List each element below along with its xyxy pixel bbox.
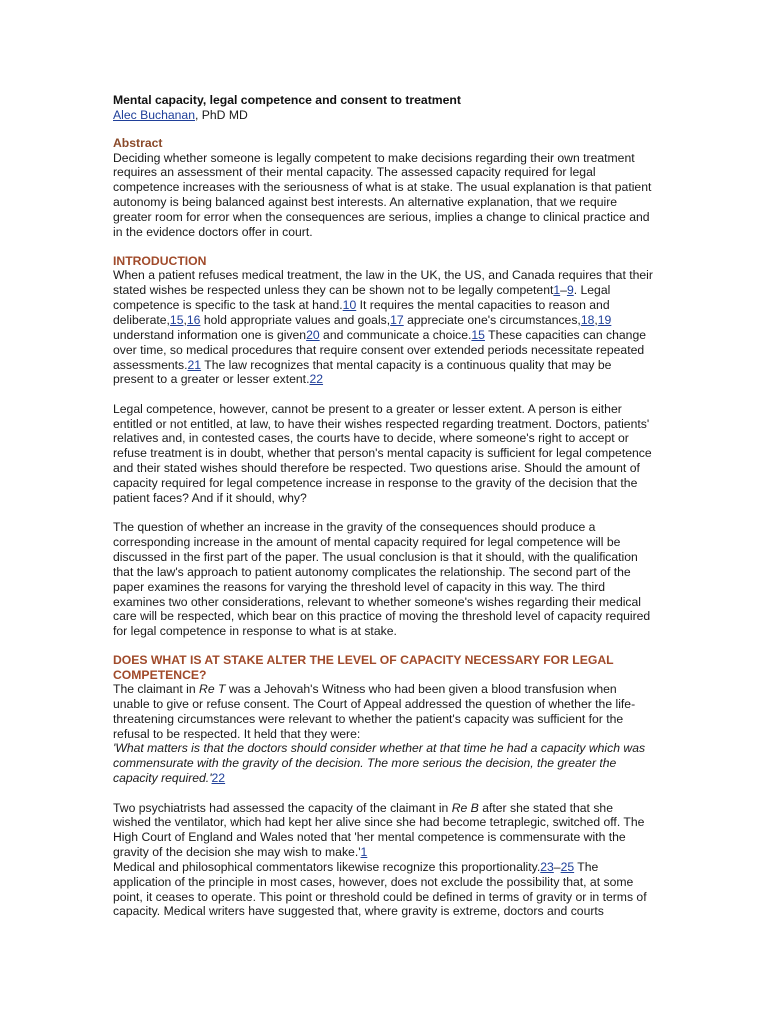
text-run: It requires the mental capacities to reason and deliberate, xyxy=(113,298,610,327)
text-run: When a patient refuses medical treatment, the law in the UK, the US, and Canada requires that their stated wishes be respected unless they can be shown not to be legally competent xyxy=(113,268,653,298)
text-run: These capacities can change over time, so medical procedures that require consent over extended periods necessitate repeated assessments. xyxy=(113,327,646,372)
text-run: The application of the principle in most cases, however, does not exclude the possibility that, at some point, it ceases to operate. This point or threshold could be defined in terms of gravity or in terms of capacity. Medical writers have suggested that, where gravity is extreme, doctors and courts xyxy=(113,859,647,919)
text-run: was a Jehovah's Witness who had been given a blood transfusion when unable to give or refuse consent. The Court of Appeal addressed the question of whether the life-threatening circumstances were relevant to whether the patient's capacity was sufficient for the refusal to be respected. It held that they were: xyxy=(113,682,636,741)
introduction-heading: INTRODUCTION xyxy=(113,253,207,268)
reference-link[interactable]: 22 xyxy=(211,771,226,786)
section2-paragraph-1 xyxy=(113,682,653,741)
text-run: – xyxy=(560,283,567,298)
section-heading-stakes: DOES WHAT IS AT STAKE ALTER THE LEVEL OF CAPACITY NECESSARY FOR LEGAL COMPETENCE? xyxy=(113,653,614,682)
text-run: , xyxy=(594,312,598,327)
introduction-paragraph-1 xyxy=(113,268,653,387)
text-run: . Legal competence is specific to the task at hand. xyxy=(113,283,611,313)
article-body xyxy=(113,93,653,919)
author-link[interactable]: Alec Buchanan xyxy=(113,107,195,122)
reference-link[interactable]: 19 xyxy=(597,312,612,327)
author-line xyxy=(113,108,653,123)
reference-link[interactable]: 10 xyxy=(342,298,357,313)
reference-link[interactable]: 1 xyxy=(553,283,561,298)
text-run: – xyxy=(553,859,561,874)
text-run: after she stated that she wished the ventilator, which had kept her alive since she had become tetraplegic, switched off. The High Court of England and Wales noted that 'her mental competence is commensurate with the gravity of the decision she may wish to make.' xyxy=(113,800,645,860)
section2-paragraph-3 xyxy=(113,860,653,919)
reference-link[interactable]: 25 xyxy=(560,859,575,874)
text-run: The law recognizes that mental capacity is a continuous quality that may be present to a greater or lesser extent. xyxy=(113,357,612,387)
reference-link[interactable]: 20 xyxy=(306,327,320,342)
text-run: understand information one is given xyxy=(113,327,307,342)
author-degrees: , PhD MD xyxy=(195,107,248,122)
case-name: Re B xyxy=(451,800,479,815)
section2-paragraph-2 xyxy=(113,801,653,860)
reference-link[interactable]: 9 xyxy=(566,283,574,298)
reference-link[interactable]: 18 xyxy=(580,312,595,327)
reference-link[interactable]: 17 xyxy=(390,312,404,327)
introduction-paragraph-3: The question of whether an increase in the gravity of the consequences should produce a corresponding increase in the amount of mental capacity required for legal competence will be discussed in the first part of the paper. The usual conclusion is that it should, with the qualification that the law's approach to patient autonomy complicates the relationship. The second part of the paper examines the reasons for varying the threshold level of capacity in this way. The third examines two other considerations, relevant to whether someone's wishes regarding their medical care will be respected, which bear on this practice of moving the threshold level of capacity required for legal competence in response to what is at stake. xyxy=(113,520,651,639)
text-run: hold appropriate values and goals, xyxy=(200,312,391,327)
reference-link[interactable]: 15 xyxy=(471,327,485,342)
text-run: The claimant in xyxy=(113,682,200,697)
abstract-text: Deciding whether someone is legally competent to make decisions regarding their own treatment requires an assessment of their mental capacity. The assessed capacity required for legal competence increases with the seriousness of what is at stake. The usual explanation is that patient autonomy is being balanced against best interests. An alternative explanation, that we require greater room for error when the consequences are serious, implies a change to clinical practice and in the evidence doctors offer in court. xyxy=(113,150,652,239)
reference-link[interactable]: 21 xyxy=(187,357,202,372)
text-run: and communicate a choice. xyxy=(319,327,472,342)
article-title: Mental capacity, legal competence and consent to treatment xyxy=(113,93,461,107)
case-name: Re T xyxy=(199,682,226,697)
text-run: appreciate one's circumstances, xyxy=(403,312,581,327)
reference-link[interactable]: 1 xyxy=(360,845,368,860)
reference-link[interactable]: 22 xyxy=(309,372,324,387)
text-run: Two psychiatrists had assessed the capacity of the claimant in xyxy=(113,800,452,815)
introduction-paragraph-2: Legal competence, however, cannot be present to a greater or lesser extent. A person is either entitled or not entitled, at law, to have their wishes respected regarding treatment. Doctors, patients' relatives and, in contested cases, the courts have to decide, where someone's right to accept or refuse treatment is in doubt, whether that person's mental capacity is sufficient for legal competence and their stated wishes should therefore be respected. Two questions arise. Should the amount of capacity required for legal competence increase in response to the gravity of the decision that the patient faces? And if it should, why? xyxy=(113,401,652,505)
text-run: , xyxy=(183,312,187,327)
reference-link[interactable]: 16 xyxy=(186,312,201,327)
reference-link[interactable]: 15 xyxy=(169,312,184,327)
court-quote xyxy=(113,741,653,786)
text-run: Medical and philosophical commentators likewise recognize this proportionality. xyxy=(113,859,541,874)
quote-text: 'What matters is that the doctors should consider whether at that time he had a capacity which was commensurate with the gravity of the decision. The more serious the decision, the greater the capacity required.' xyxy=(113,741,646,786)
reference-link[interactable]: 23 xyxy=(540,859,554,874)
abstract-heading: Abstract xyxy=(113,135,163,150)
